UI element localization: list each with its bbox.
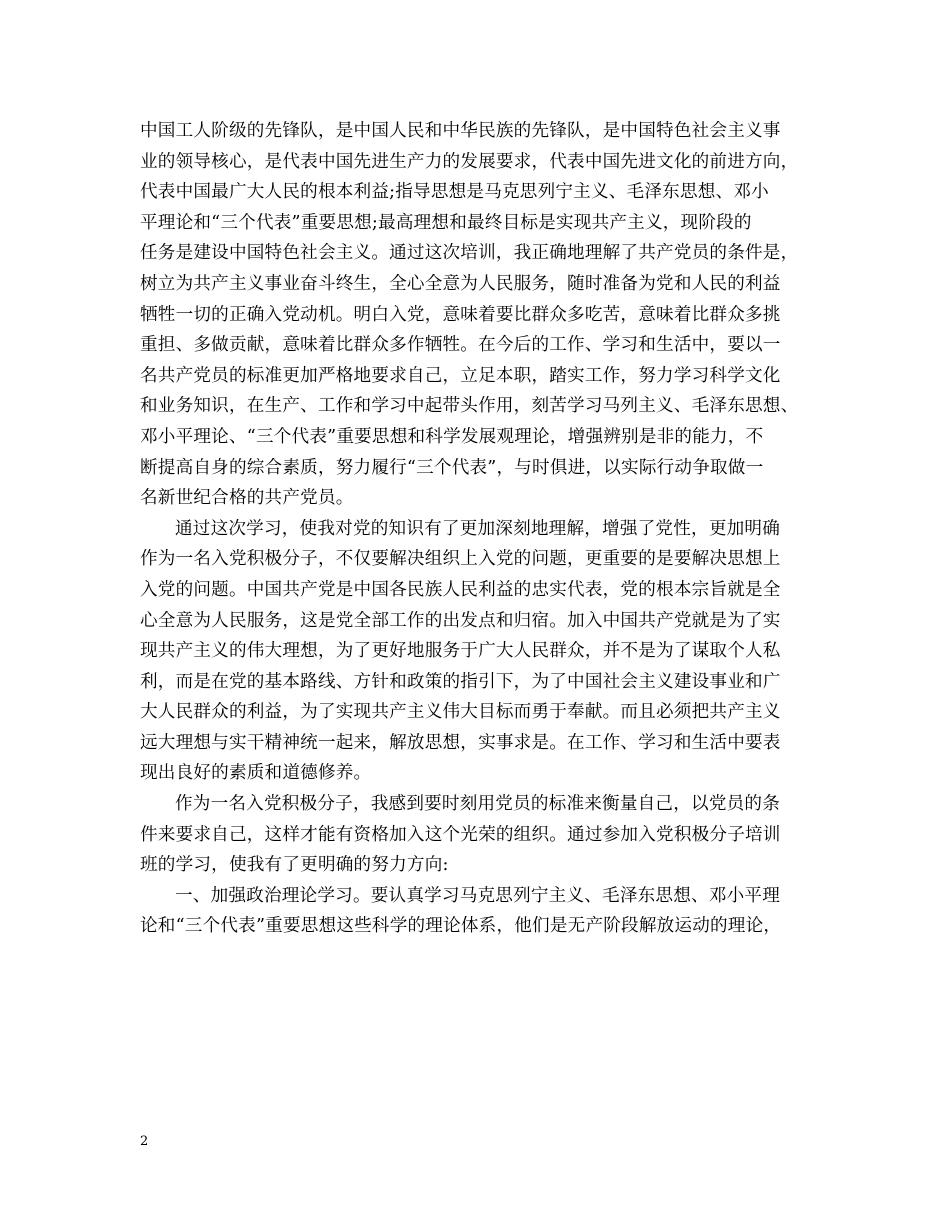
text-line: 中国工人阶级的先锋队，是中国人民和中华民族的先锋队，是中国特色社会主义事 xyxy=(140,121,781,141)
text-line: 邓小平理论、“三个代表”重要思想和科学发展观理论，增强辨别是非的能力，不 xyxy=(140,426,764,447)
text-line: 班的学习，使我有了更明确的努力方向: xyxy=(140,855,449,876)
text-line: 名共产党员的标准更加严格地要求自己，立足本职，踏实工作，努力学习科学文化 xyxy=(140,365,781,386)
text-line: 代表中国最广大人民的根本利益;指导思想是马克思列宁主义、毛泽东思想、邓小 xyxy=(140,182,769,203)
text-line: 通过这次学习，使我对党的知识有了更加深刻地理解，增强了党性，更加明确 xyxy=(175,518,780,539)
text-line: 现出良好的素质和道德修养。 xyxy=(140,763,372,784)
text-line: 现共产主义的伟大理想，为了更好地服务于广大人民群众，并不是为了谋取个人私 xyxy=(140,641,781,662)
text-line: 一、加强政治理论学习。要认真学习马克思列宁主义、毛泽东思想、邓小平理 xyxy=(175,885,780,906)
text-line: 重担、多做贡献，意味着比群众多作牺牲。在今后的工作、学习和生活中，要以一 xyxy=(140,335,781,356)
text-line: 大人民群众的利益，为了实现共产主义伟大目标而勇于奉献。而且必须把共产主义 xyxy=(140,702,781,723)
text-line: 平理论和“三个代表”重要思想;最高理想和最终目标是实现共产主义，现阶段的 xyxy=(140,212,752,233)
text-line: 件来要求自己，这样才能有资格加入这个光荣的组织。通过参加入党积极分子培训 xyxy=(140,824,781,845)
text-line: 牺牲一切的正确入党动机。明白入党，意味着要比群众多吃苦，意味着比群众多挑 xyxy=(140,304,781,325)
text-line: 论和“三个代表”重要思想这些科学的理论体系，他们是无产阶段解放运动的理论， xyxy=(140,916,782,937)
text-line: 远大理想与实干精神统一起来，解放思想，实事求是。在工作、学习和生活中要表 xyxy=(140,732,781,753)
text-line: 业的领导核心，是代表中国先进生产力的发展要求，代表中国先进文化的前进方向， xyxy=(140,151,799,172)
text-line: 和业务知识，在生产、工作和学习中起带头作用，刻苦学习马列主义、毛泽东思想、 xyxy=(140,396,799,417)
text-line: 作为一名入党积极分子，不仅要解决组织上入党的问题，更重要的是要解决思想上 xyxy=(140,549,781,570)
text-line: 断提高自身的综合素质，努力履行“三个代表”，与时俱进，以实际行动争取做一 xyxy=(140,457,764,478)
document-body xyxy=(140,116,820,942)
text-line: 利，而是在党的基本路线、方针和政策的指引下，为了中国社会主义建设事业和广 xyxy=(140,671,781,692)
page-number: 2 xyxy=(140,1134,149,1149)
text-line: 名新世纪合格的共产党员。 xyxy=(140,488,354,509)
text-line: 入党的问题。中国共产党是中国各民族人民利益的忠实代表，党的根本宗旨就是全 xyxy=(140,579,781,600)
text-line: 心全意为人民服务，这是党全部工作的出发点和归宿。加入中国共产党就是为了实 xyxy=(140,610,781,631)
text-line: 树立为共产主义事业奋斗终生，全心全意为人民服务，随时准备为党和人民的利益 xyxy=(140,273,781,294)
text-line: 任务是建设中国特色社会主义。通过这次培训，我正确地理解了共产党员的条件是， xyxy=(140,243,799,264)
text-line: 作为一名入党积极分子，我感到要时刻用党员的标准来衡量自己，以党员的条 xyxy=(175,794,780,815)
